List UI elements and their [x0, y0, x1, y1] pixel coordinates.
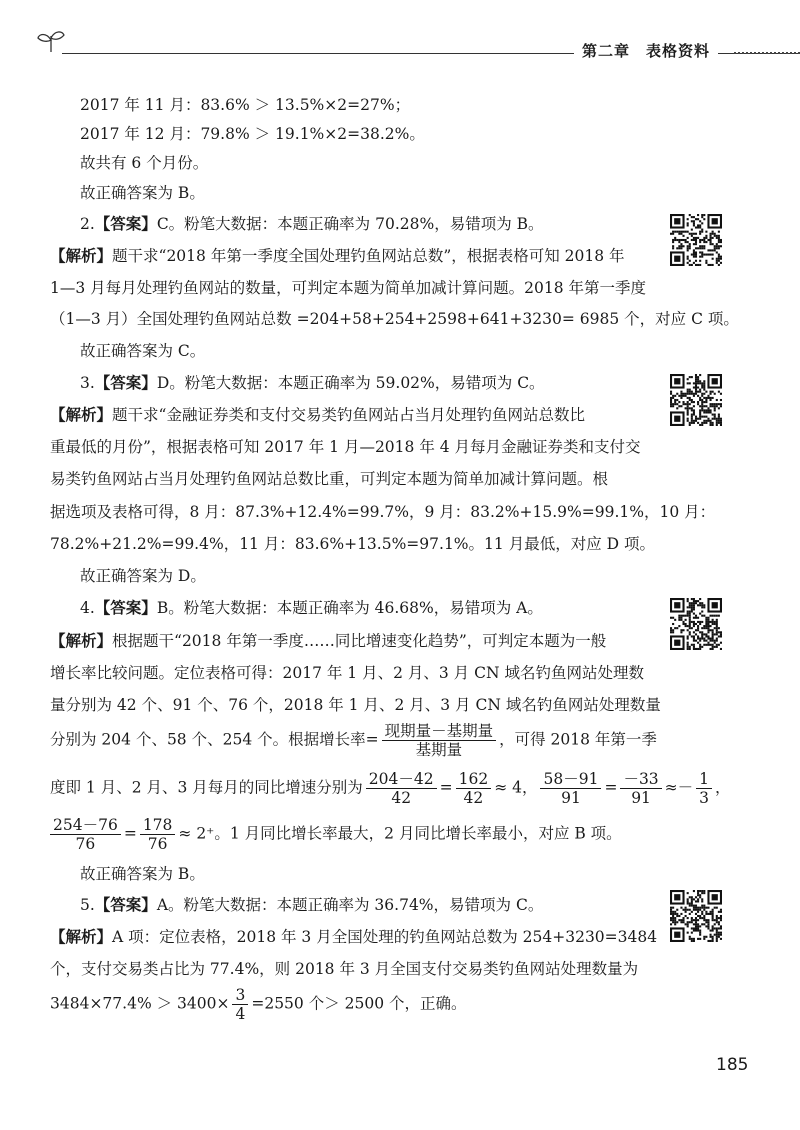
- answer-tag: 【答案】: [94, 374, 157, 392]
- text-line: 故正确答案为 B。: [80, 184, 205, 202]
- qr-code-icon[interactable]: [670, 598, 722, 650]
- header-dots: [734, 52, 800, 54]
- text-line: 78.2%+21.2%=99.4%，11 月：83.6%+13.5%=97.1%。11 月最低，对应 D 项。: [50, 535, 655, 553]
- analysis-tag: 【解析】: [50, 406, 113, 424]
- text-line: 故正确答案为 C。: [80, 342, 206, 360]
- page-header: [0, 0, 800, 80]
- analysis-line: 【解析】根据题干“2018 年第一季度……同比增速变化趋势”，可判定本题为一般: [50, 632, 607, 650]
- text-line: 量分别为 42 个、91 个、76 个，2018 年 1 月、2 月、3 月 CN 域名钓鱼网站处理数量: [50, 696, 661, 714]
- analysis-line: 【解析】题干求“金融证券类和支付交易类钓鱼网站占当月处理钓鱼网站总数比: [50, 406, 585, 424]
- qr-code-icon[interactable]: [670, 374, 722, 426]
- text-line: 个，支付交易类占比为 77.4%，则 2018 年 3 月全国支付交易类钓鱼网站处理数量为: [50, 960, 639, 978]
- page-number: 185: [716, 1055, 749, 1075]
- chapter-number: 第二章: [582, 42, 631, 60]
- fraction: $\frac{162}{42}$: [456, 770, 492, 807]
- fraction: $\frac{178}{76}$: [140, 816, 176, 853]
- qr-code-icon[interactable]: [670, 214, 722, 266]
- fraction: $\frac{\text{现期量－基期量}}{\text{基期量}}$: [382, 722, 497, 759]
- analysis-line: 【解析】A 项：定位表格，2018 年 3 月全国处理的钓鱼网站总数为 254+3230=3484: [50, 928, 658, 946]
- analysis-tag: 【解析】: [50, 928, 113, 946]
- text-line: （1—3 月）全国处理钓鱼网站总数 =204+58+254+2598+641+3230= 6985 个，对应 C 项。: [50, 310, 739, 328]
- answer-tag: 【答案】: [94, 896, 157, 914]
- chapter-heading: [574, 40, 718, 61]
- fraction: $\frac{204-42}{42}$: [366, 770, 437, 807]
- analysis-tag: 【解析】: [50, 247, 113, 265]
- answer-line-q2: 2.【答案】C。粉笔大数据：本题正确率为 70.28%，易错项为 B。: [80, 215, 544, 233]
- text-line: 故共有 6 个月份。: [80, 154, 209, 172]
- formula-line: 分别为 204 个、58 个、254 个。根据增长率= $\frac{\text{现期量－基期量}}{\text{基期量}}$ ，可得 2018 年第一季: [50, 722, 657, 759]
- fraction: $\frac{-33}{91}$: [620, 770, 661, 807]
- fraction: $\frac{3}{4}$: [232, 986, 248, 1023]
- answer-tag: 【答案】: [94, 599, 157, 617]
- analysis-line: 【解析】题干求“2018 年第一季度全国处理钓鱼网站总数”，根据表格可知 2018 年: [50, 247, 625, 265]
- chapter-title: 表格资料: [646, 42, 711, 60]
- text-line: 重最低的月份”，根据表格可知 2017 年 1 月—2018 年 4 月每月金融证券类和支付交: [50, 438, 641, 456]
- analysis-tag: 【解析】: [50, 632, 113, 650]
- text-line: 故正确答案为 B。: [80, 865, 205, 883]
- qr-code-icon[interactable]: [670, 890, 722, 942]
- answer-line-q4: 4.【答案】B。粉笔大数据：本题正确率为 46.68%，易错项为 A。: [80, 599, 543, 617]
- answer-line-q3: 3.【答案】D。粉笔大数据：本题正确率为 59.02%，易错项为 C。: [80, 374, 545, 392]
- text-line: 增长率比较问题。定位表格可得：2017 年 1 月、2 月、3 月 CN 域名钓鱼网站处理数: [50, 664, 644, 682]
- formula-line: 度即 1 月、2 月、3 月每月的同比增速分别为 $\frac{204-42}{42}$ = $\frac{162}{42}$ ≈ 4， $\frac{58-91}{91}$ = $\frac{-33}{91}$ ≈－ $\frac{1}{3}$ ，: [50, 770, 731, 807]
- fraction: $\frac{58-91}{91}$: [540, 770, 601, 807]
- text-line: 1—3 月每月处理钓鱼网站的数量，可判定本题为简单加减计算问题。2018 年第一季度: [50, 279, 647, 297]
- text-line: 2017 年 12 月：79.8% ＞ 19.1%×2=38.2%。: [80, 125, 425, 143]
- leaf-icon: [36, 28, 66, 54]
- text-line: 2017 年 11 月：83.6% ＞ 13.5%×2=27%；: [80, 96, 411, 114]
- formula-line: $\frac{254-76}{76}$ = $\frac{178}{76}$ ≈ 2⁺。1 月同比增长率最大，2 月同比增长率最小，对应 B 项。: [50, 816, 622, 853]
- answer-tag: 【答案】: [94, 215, 157, 233]
- text-line: 故正确答案为 D。: [80, 567, 206, 585]
- answer-line-q5: 5.【答案】A。粉笔大数据：本题正确率为 36.74%，易错项为 C。: [80, 896, 544, 914]
- fraction: $\frac{1}{3}$: [696, 770, 712, 807]
- formula-line: 3484×77.4% ＞ 3400× $\frac{3}{4}$ =2550 个＞ 2500 个，正确。: [50, 986, 467, 1023]
- text-line: 易类钓鱼网站占当月处理钓鱼网站总数比重，可判定本题为简单加减计算问题。根: [50, 470, 609, 488]
- fraction: $\frac{254-76}{76}$: [50, 816, 121, 853]
- text-line: 据选项及表格可得，8 月：87.3%+12.4%=99.7%，9 月：83.2%+15.9%=99.1%，10 月：: [50, 503, 716, 521]
